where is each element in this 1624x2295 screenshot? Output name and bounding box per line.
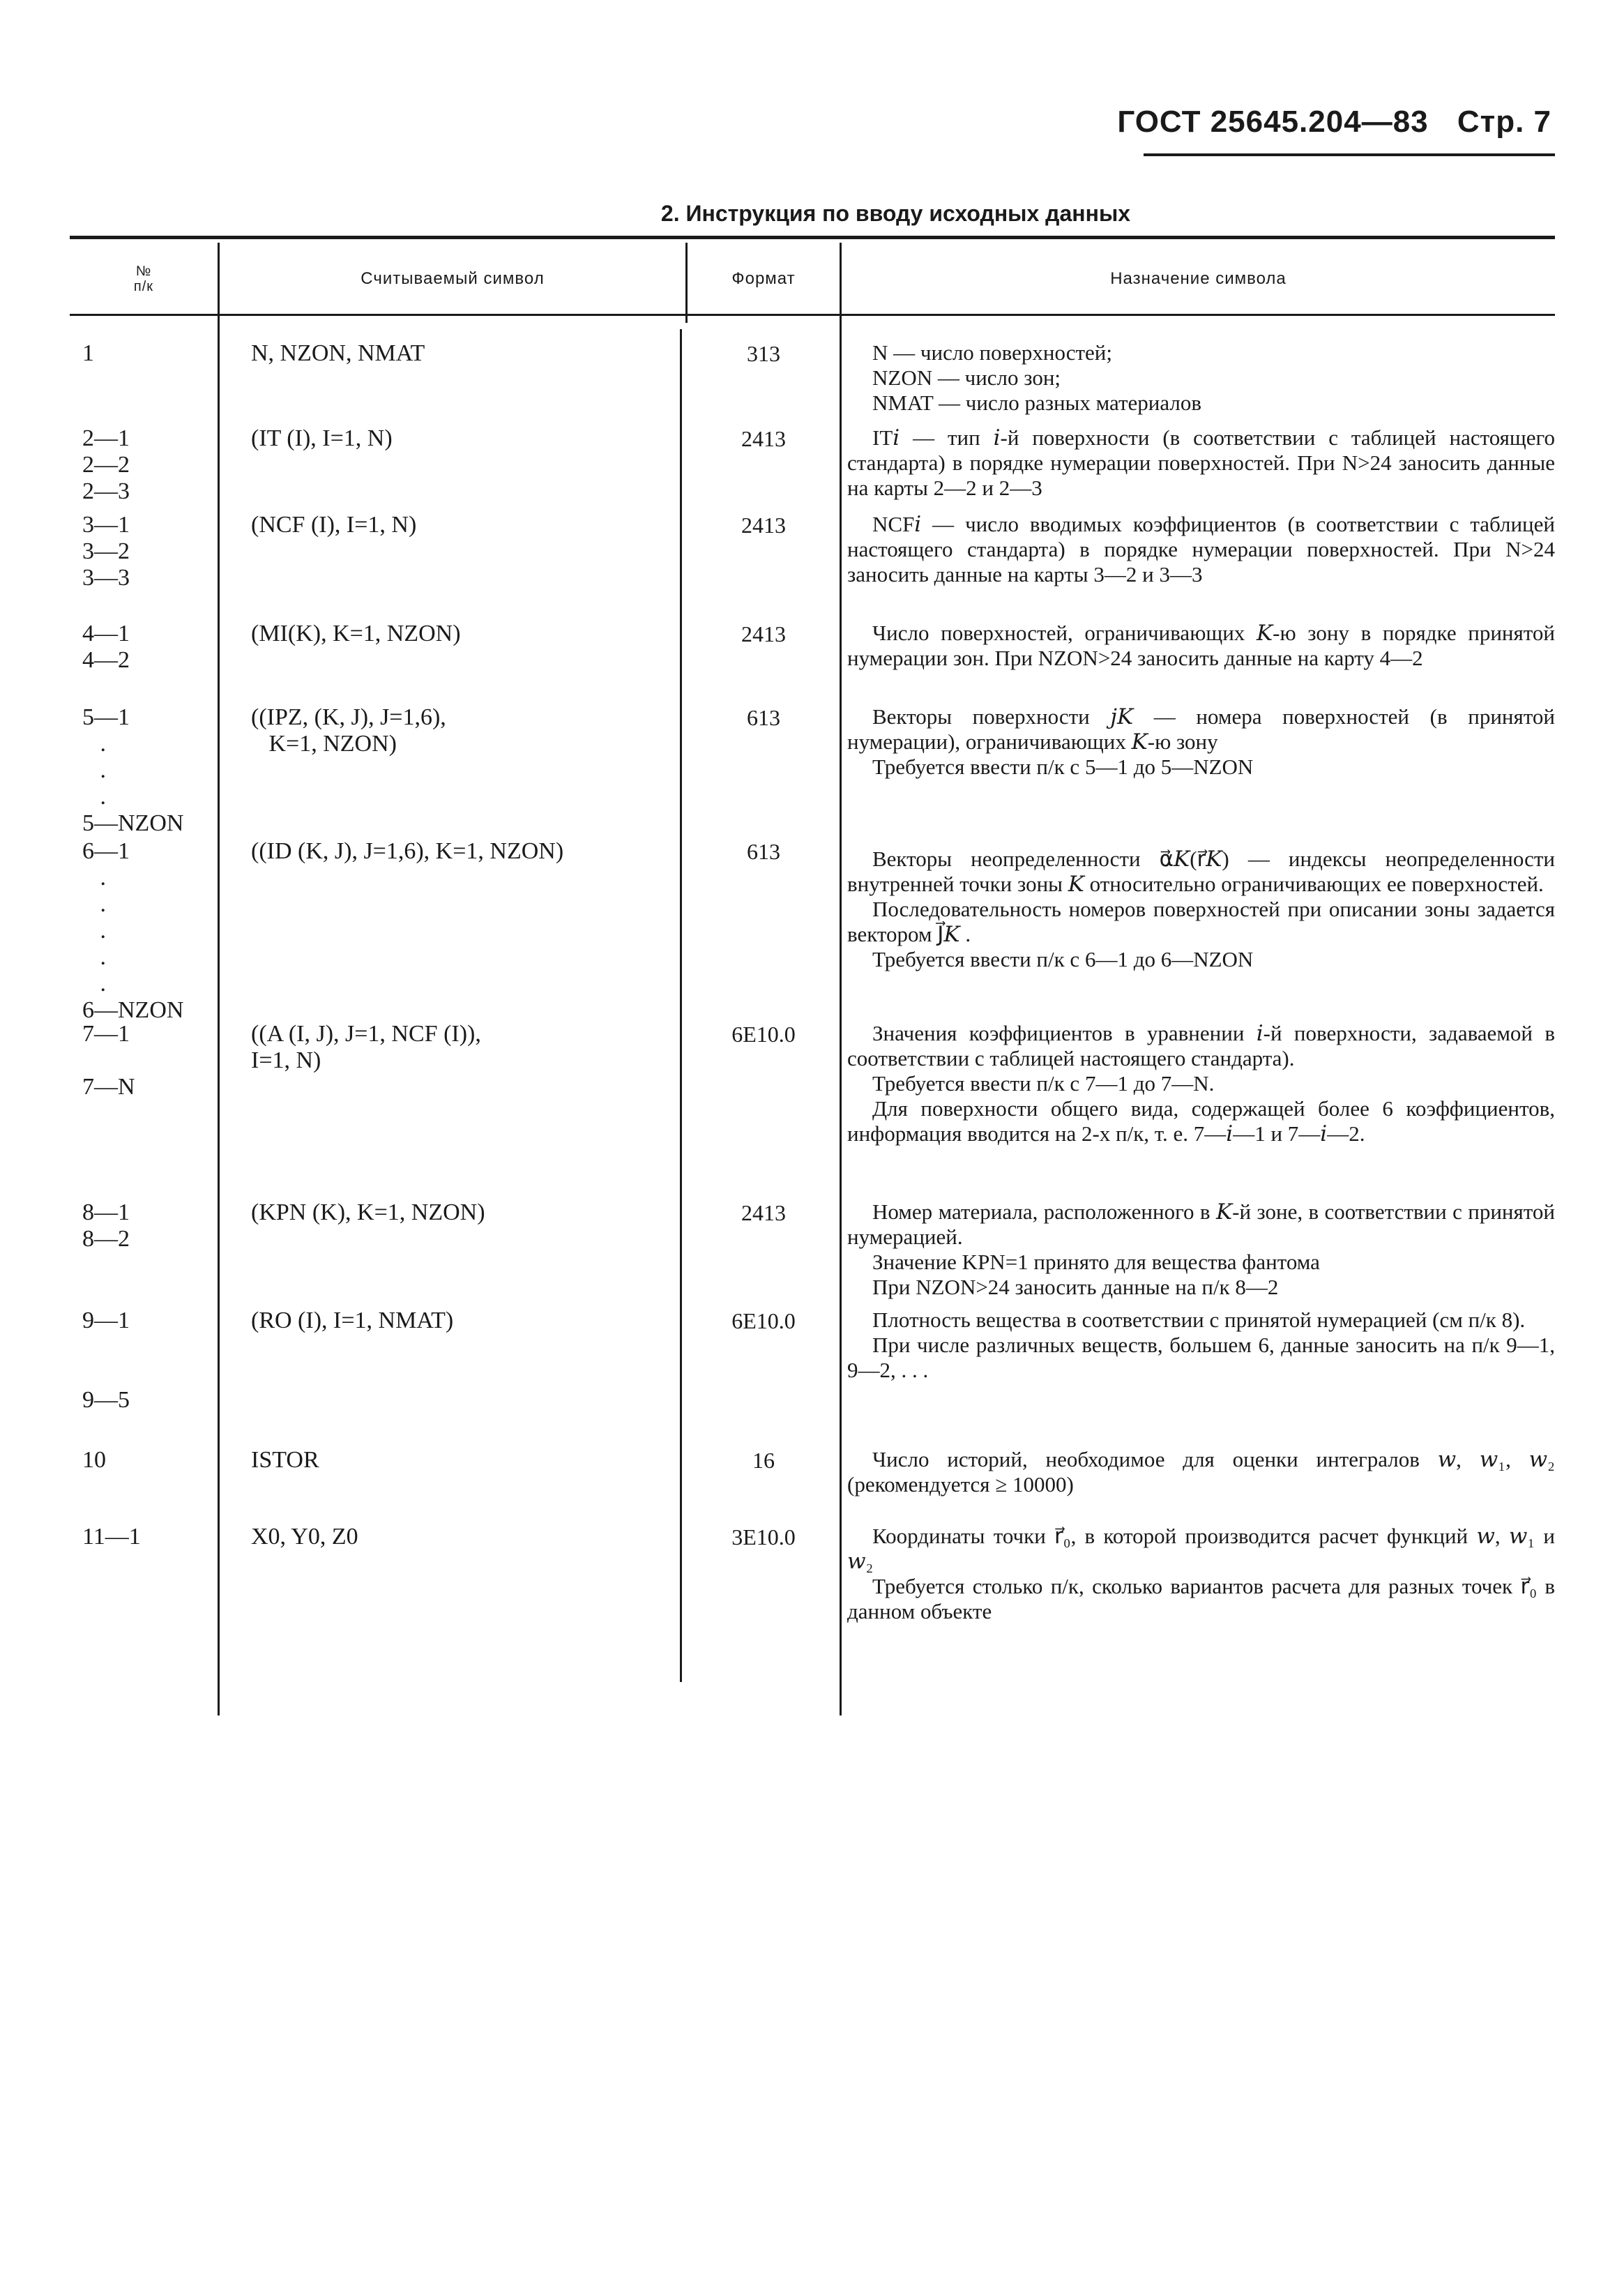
table-header-rule — [70, 314, 1555, 316]
row-symbol: ((A (I, J), J=1, NCF (I)), I=1, N) — [251, 1021, 481, 1073]
description-line: NCF𝑖 — число вводимых коэффициентов (в соответствии с таблицей настоящего стандарта) в порядке нумерации поверхностей. При N>24 заносить данные на карты 3—2 и 3—3 — [847, 512, 1555, 586]
description-line: Последовательность номеров поверхностей при описании зоны задается вектором J⃗𝐾 . — [847, 897, 1555, 946]
header-symbol: Считываемый символ — [361, 269, 545, 288]
description-line: Координаты точки r⃗₀, в которой производится расчет функций 𝑤, 𝑤₁ и 𝑤₂ — [847, 1524, 1555, 1573]
row-symbol: (NCF (I), I=1, N) — [251, 512, 417, 538]
row-symbol: ISTOR — [251, 1447, 319, 1473]
description-line: NZON — число зон; — [872, 365, 1061, 390]
description-line: Требуется ввести п/к с 7—1 до 7—N. — [872, 1071, 1215, 1096]
page-number: Стр. 7 — [1457, 105, 1551, 139]
page-header — [0, 105, 1551, 139]
row-number: 2—1 2—2 2—3 — [82, 425, 130, 504]
row-number: 11—1 — [82, 1524, 141, 1550]
gost-number: ГОСТ 25645.204—83 — [1117, 105, 1429, 139]
row-number: 4—1 4—2 — [82, 621, 130, 673]
row-format: 2413 — [741, 621, 786, 646]
row-description — [847, 425, 1555, 501]
description-line: Число поверхностей, ограничивающих 𝐾-ю зону в порядке принятой нумерации зон. При NZON>24 заносить данные на карту 4—2 — [847, 621, 1555, 670]
row-format: 16 — [752, 1448, 775, 1473]
row-number: 8—1 8—2 — [82, 1199, 130, 1252]
section-title: 2. Инструкция по вводу исходных данных — [660, 201, 1131, 226]
row-symbol: (MI(K), K=1, NZON) — [251, 621, 461, 646]
column-divider — [680, 329, 682, 1682]
row-format: 613 — [747, 705, 780, 730]
description-line: Требуется ввести п/к с 5—1 до 5—NZON — [872, 755, 1254, 779]
header-format: Формат — [731, 269, 796, 288]
row-number: 5—1 . . . 5—NZON — [82, 704, 184, 836]
row-format: 613 — [747, 839, 780, 864]
row-symbol: ((IPZ, (K, J), J=1,6), K=1, NZON) — [251, 704, 446, 757]
description-line: Векторы поверхности 𝑗𝐾 — номера поверхностей (в принятой нумерации), ограничивающих 𝐾-ю зону — [847, 704, 1555, 754]
row-format: 2413 — [741, 513, 786, 538]
description-line: Для поверхности общего вида, содержащей более 6 коэффициентов, информация вводится на 2-х п/к, т. е. 7—𝑖—1 и 7—𝑖—2. — [847, 1096, 1555, 1146]
description-line: Значения коэффициентов в уравнении 𝑖-й поверхности, задаваемой в соответствии с таблицей настоящего стандарта). — [847, 1021, 1555, 1070]
row-format: 2413 — [741, 1200, 786, 1225]
description-line: Требуется ввести п/к с 6—1 до 6—NZON — [872, 947, 1254, 971]
row-symbol: (KPN (K), K=1, NZON) — [251, 1199, 485, 1225]
row-number: 1 — [82, 340, 94, 366]
header-rule — [1144, 153, 1555, 156]
row-format: 6E10.0 — [731, 1308, 796, 1333]
row-description — [847, 1524, 1555, 1624]
row-format: 3E10.0 — [731, 1524, 796, 1550]
row-number: 6—1 . . . . . 6—NZON — [82, 838, 184, 1023]
row-description — [847, 340, 1555, 416]
row-symbol: (RO (I), I=1, NMAT) — [251, 1308, 454, 1333]
description-line: При NZON>24 заносить данные на п/к 8—2 — [872, 1275, 1279, 1299]
row-symbol: (IT (I), I=1, N) — [251, 425, 393, 451]
description-line: Векторы неопределенности α⃗𝐾(r⃗𝐾) — индексы неопределенности внутренней точки зоны 𝐾 относительно ограничивающих ее поверхностей. — [847, 847, 1555, 896]
column-divider — [218, 243, 220, 1715]
row-format: 2413 — [741, 426, 786, 451]
row-number: 3—1 3—2 3—3 — [82, 512, 130, 591]
description-line: N — число поверхностей; — [872, 340, 1112, 365]
description-line: Плотность вещества в соответствии с принятой нумерацией (см п/к 8). — [872, 1308, 1526, 1332]
header-no-bottom: п/к — [133, 279, 154, 294]
description-line: IT𝑖 — тип 𝑖-й поверхности (в соответствии с таблицей настоящего стандарта) в порядке нумерации поверхностей. При N>24 заносить данные на карты 2—2 и 2—3 — [847, 425, 1555, 500]
row-format: 313 — [747, 341, 780, 366]
row-number: 7—1 7—N — [82, 1021, 135, 1100]
header-no-top: № — [135, 264, 152, 279]
row-description — [847, 621, 1555, 671]
header-no — [70, 244, 218, 314]
row-symbol: ((ID (K, J), J=1,6), K=1, NZON) — [251, 838, 564, 864]
description-line: Требуется столько п/к, сколько вариантов расчета для разных точек r⃗₀ в данном объекте — [847, 1574, 1555, 1623]
header-purpose: Назначение символа — [1110, 269, 1287, 288]
row-description — [847, 1308, 1555, 1383]
column-divider — [840, 243, 842, 1715]
row-number: 9—1 9—5 — [82, 1308, 130, 1413]
row-format: 6E10.0 — [731, 1022, 796, 1047]
row-description — [847, 512, 1555, 587]
description-line: NMAT — число разных материалов — [872, 391, 1202, 415]
description-line: Значение KPN=1 принято для вещества фантома — [872, 1250, 1320, 1274]
row-description — [847, 1447, 1555, 1497]
description-line: Число историй, необходимое для оценки интегралов 𝑤, 𝑤₁, 𝑤₂ (рекомендуется ≥ 10000) — [847, 1447, 1555, 1497]
description-line: Номер материала, расположенного в 𝐾-й зоне, в соответствии с принятой нумерацией. — [847, 1199, 1555, 1249]
description-line: При числе различных веществ, большем 6, данные заносить на п/к 9—1, 9—2, . . . — [847, 1333, 1555, 1382]
row-description — [847, 1199, 1555, 1300]
row-symbol: X0, Y0, Z0 — [251, 1524, 358, 1550]
table-top-rule — [70, 236, 1555, 239]
row-description — [847, 704, 1555, 780]
row-symbol: N, NZON, NMAT — [251, 340, 425, 366]
row-description — [847, 1021, 1555, 1146]
row-number: 10 — [82, 1447, 106, 1473]
row-description — [847, 847, 1555, 972]
